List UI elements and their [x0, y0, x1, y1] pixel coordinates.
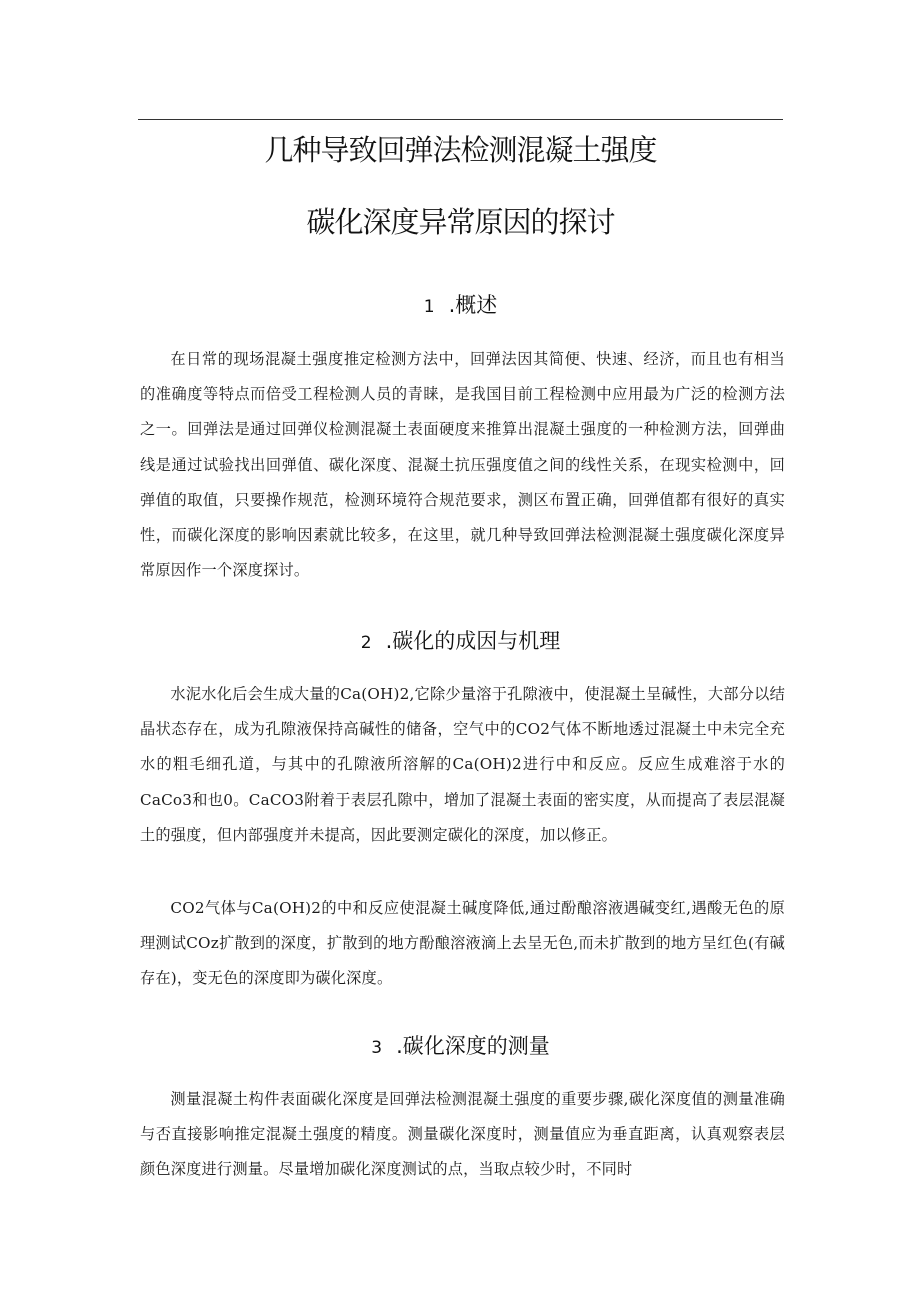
title-line-2: 碳化深度异常原因的探讨: [306, 205, 615, 239]
section-1-paragraph-1: 在日常的现场混凝土强度推定检测方法中，回弹法因其简便、快速、经济，而且也有相当的准确度等特点而倍受工程检测人员的青睐，是我国目前工程检测中应用最为广泛的检测方法之一。回弹法是通过回弹仪检测混凝土表面硬度来推算出混凝土强度的一种检测方法，回弹曲线是通过试验找出回弹值、碳化深度、混凝土抗压强度值之间的线性关系，在现实检测中，回弹值的取值，只要操作规范，检测环境符合规范要求，测区布置正确，回弹值都有很好的真实性，而碳化深度的影响因素就比较多，在这里，就几种导致回弹法检测混凝土强度碳化深度异常原因作一个深度探讨。: [140, 350, 785, 580]
section-2-paragraph-1: 水泥水化后会生成大量的Ca(OH)2,它除少量溶于孔隙液中，使混凝土呈碱性，大部分以结晶状态存在，成为孔隙液保持高碱性的储备，空气中的CO2气体不断地透过混凝土中未完全充水的粗毛细孔道，与其中的孔隙液所溶解的Ca(OH)2进行中和反应。反应生成难溶于水的CaCo3和也0。CaCO3附着于表层孔隙中，增加了混凝土表面的密实度，从而提高了表层混凝土的强度，但内部强度并未提高，因此要测定碳化的深度，加以修正。: [140, 685, 785, 844]
section-2-heading: [138, 625, 783, 655]
section-2-paragraph-2: CO2气体与Ca(OH)2的中和反应使混凝土碱度降低,通过酚酿溶液遇碱变红,遇酸无色的原理测试COz扩散到的深度，扩散到的地方酚酿溶液滴上去呈无色,而未扩散到的地方呈红色(有碱存在)，变无色的深度即为碳化深度。: [140, 899, 785, 988]
section-title: .碳化的成因与机理: [385, 629, 561, 653]
section-title: .碳化深度的测量: [396, 1034, 550, 1058]
section-title: .概述: [448, 293, 498, 317]
section-number: 3: [371, 1038, 383, 1058]
section-number: 1: [423, 297, 435, 317]
section-number: 2: [360, 633, 372, 653]
title-line-1: 几种导致回弹法检测混凝土强度: [264, 133, 657, 167]
section-1-heading: [138, 289, 783, 319]
section-3-paragraph-1: 测量混凝土构件表面碳化深度是回弹法检测混凝土强度的重要步骤,碳化深度值的测量准确与否直接影响推定混凝土强度的精度。测量碳化深度时，测量值应为垂直距离，认真观察表层颜色深度进行测量。尽量增加碳化深度测试的点，当取点较少时，不同时: [140, 1090, 785, 1179]
section-3-heading: [138, 1030, 783, 1060]
top-rule: [138, 119, 783, 120]
